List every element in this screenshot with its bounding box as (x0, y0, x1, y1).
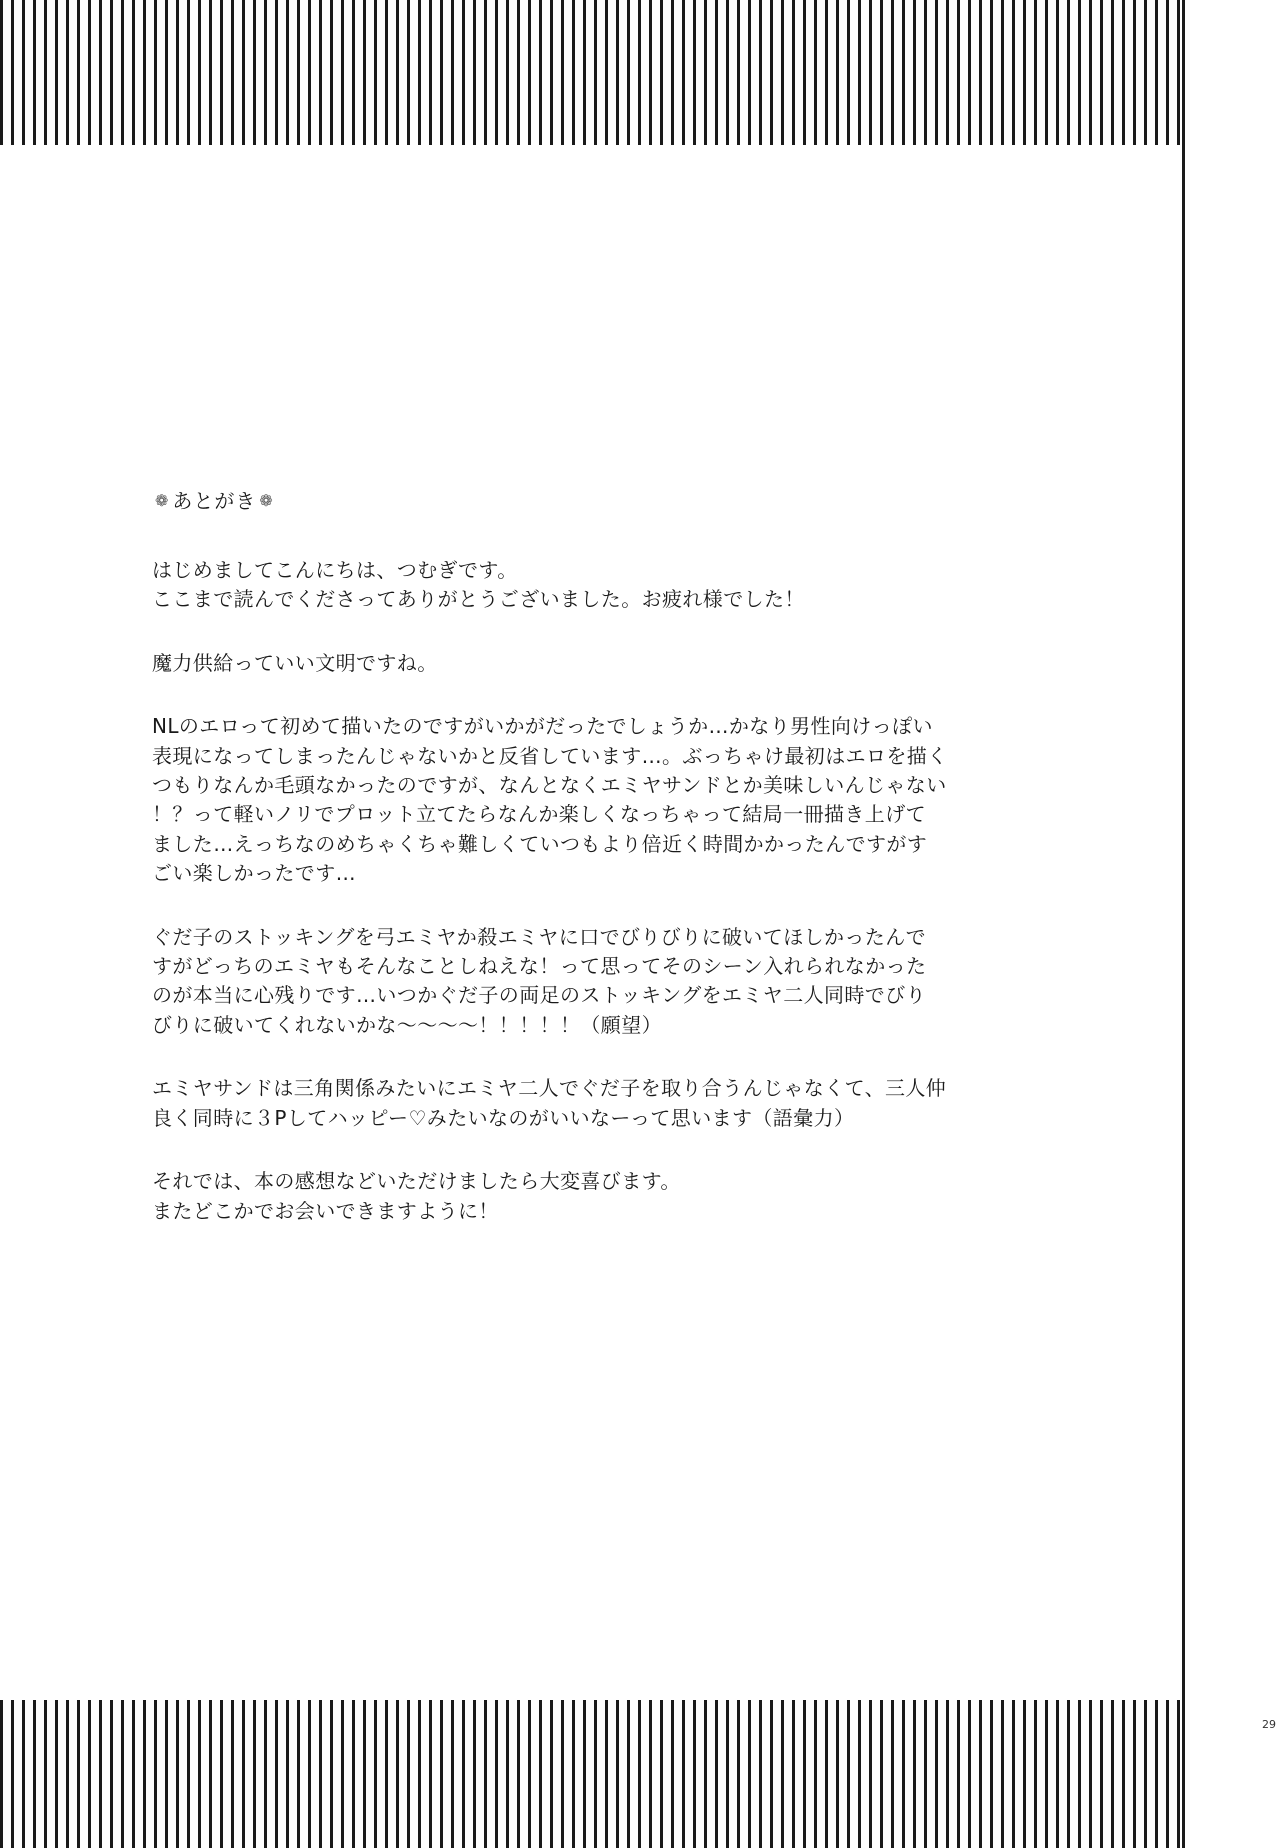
text-line: エミヤサンドは三角関係みたいにエミヤ二人でぐだ子を取り合うんじゃなくて、三人仲 (152, 1076, 947, 1101)
page-number: 29 (1262, 1718, 1276, 1731)
text-line: またどこかでお会いできますように！ (152, 1198, 499, 1223)
text-line: ました…えっちなのめちゃくちゃ難しくていつもより倍近く時間かかったんですがす (152, 831, 928, 856)
text-line: NLのエロって初めて描いたのですがいかがだったでしょうか…かなり男性向けっぽい (152, 714, 933, 739)
paragraph-sandwich (152, 1074, 1052, 1133)
afterword-heading (152, 486, 1052, 516)
bottom-stripe-border (0, 1700, 1182, 1848)
text-line: すがどっちのエミヤもそんなことしねえな！って思ってそのシーン入れられなかった (152, 954, 927, 979)
afterword-title: あとがき (172, 489, 257, 513)
paragraph-greeting (152, 556, 1052, 615)
paragraph-reflection (152, 712, 1052, 888)
flower-ornament-icon: ❁ (155, 491, 170, 510)
text-line: ここまで読んでくださってありがとうございました。お疲れ様でした！ (152, 587, 805, 612)
flower-ornament-icon: ❁ (259, 491, 274, 510)
text-line: 表現になってしまったんじゃないかと反省しています…。ぶっちゃけ最初はエロを描く (152, 743, 948, 768)
text-line: ごい楽しかったです… (152, 861, 356, 886)
paragraph-stockings (152, 923, 1052, 1041)
right-page-rule (1182, 0, 1185, 1848)
text-line: ！？って軽いノリでプロット立てたらなんか楽しくなっちゃって結局一冊描き上げて (152, 802, 926, 827)
text-line: はじめましてこんにちは、つむぎです。 (152, 558, 518, 582)
text-line: のが本当に心残りです…いつかぐだ子の両足のストッキングをエミヤ二人同時でびり (152, 983, 926, 1008)
text-line: 魔力供給っていい文明ですね。 (152, 650, 438, 675)
text-line: ぐだ子のストッキングを弓エミヤか殺エミヤに口でびりびりに破いてほしかったんで (152, 924, 926, 949)
top-stripe-border (0, 0, 1182, 145)
text-line: びりに破いてくれないかな～～～～！！！！！（願望） (152, 1012, 662, 1037)
text-line: それでは、本の感想などいただけましたら大変喜びます。 (152, 1169, 681, 1194)
text-line: つもりなんか毛頭なかったのですが、なんとなくエミヤサンドとか美味しいんじゃない (152, 773, 947, 798)
paragraph-mana-supply (152, 649, 1052, 678)
afterword-text-block (152, 486, 1052, 1260)
text-line: 良く同時に３Pしてハッピー♡みたいなのがいいなーって思います（語彙力） (152, 1105, 855, 1130)
paragraph-closing (152, 1167, 1052, 1226)
